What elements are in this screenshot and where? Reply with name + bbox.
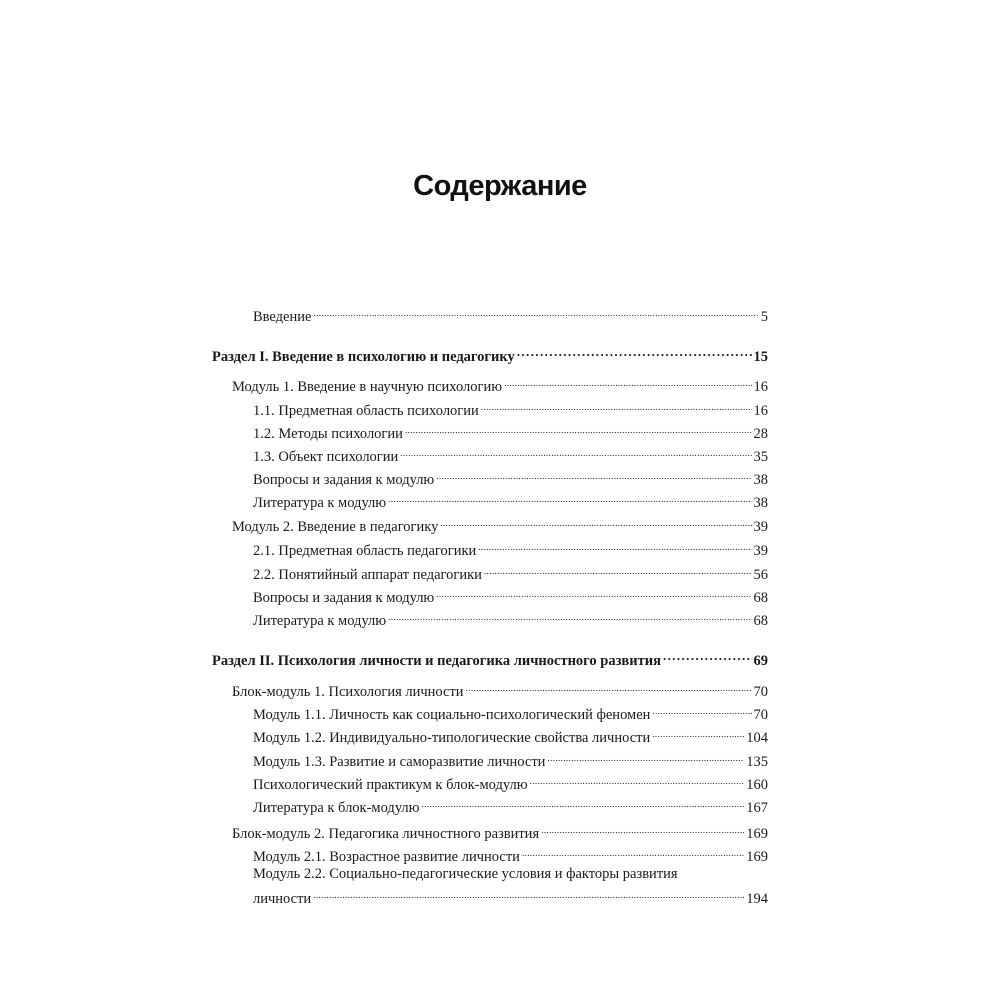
toc-leader-dots — [663, 647, 752, 665]
toc-page-number: 169 — [746, 826, 768, 842]
toc-entry[interactable] — [253, 885, 768, 908]
toc-leader-dots — [313, 885, 744, 903]
toc-entry[interactable] — [253, 489, 768, 512]
toc-entry-title: 2.2. Понятийный аппарат педагогики — [253, 567, 482, 583]
toc-entry-title: Вопросы и задания к модулю — [253, 590, 435, 606]
toc-entry[interactable] — [253, 466, 768, 489]
toc-leader-dots — [541, 820, 744, 838]
toc-page-number: 70 — [753, 707, 768, 723]
toc-entry-title: Литература к модулю — [253, 495, 387, 511]
toc-entry-title-line1[interactable]: Модуль 2.2. Социально-педагогические условия и факторы развития — [253, 866, 678, 882]
toc-entry-title: Модуль 2. Введение в педагогику — [232, 519, 439, 535]
toc-page-number: 38 — [753, 472, 768, 488]
toc-page-number: 70 — [753, 684, 768, 700]
toc-entry-title: Блок-модуль 2. Педагогика личностного развития — [232, 826, 540, 842]
toc-leader-dots — [400, 443, 751, 461]
toc-entry-title: Литература к модулю — [253, 613, 387, 629]
toc-block-module-1[interactable] — [232, 678, 768, 701]
toc-section-title: Раздел I. Введение в психологию и педагогику — [212, 349, 515, 365]
toc-leader-dots — [478, 537, 751, 555]
toc-leader-dots — [652, 724, 744, 742]
toc-entry-intro[interactable] — [253, 303, 768, 326]
toc-entry[interactable] — [253, 771, 768, 794]
toc-leader-dots — [481, 397, 752, 415]
toc-entry-title: Модуль 1.1. Личность как социально-психологический феномен — [253, 707, 651, 723]
toc-leader-dots — [436, 584, 751, 602]
toc-entry-title: Модуль 2.1. Возрастное развитие личности — [253, 849, 520, 865]
toc-page-number: 160 — [746, 777, 768, 793]
toc-page-number: 56 — [753, 567, 768, 583]
toc-entry-title: 1.3. Объект психологии — [253, 449, 399, 465]
toc-entry-title: Литература к блок-модулю — [253, 800, 420, 816]
toc-page-number: 5 — [760, 309, 768, 325]
toc-entry[interactable] — [253, 443, 768, 466]
toc-leader-dots — [652, 701, 751, 719]
toc-page-number: 28 — [753, 426, 768, 442]
toc-leader-dots — [313, 303, 758, 321]
toc-entry-title: Блок-модуль 1. Психология личности — [232, 684, 464, 700]
toc-page-number: 194 — [746, 891, 768, 907]
toc-leader-dots — [388, 607, 751, 625]
toc-leader-dots — [522, 843, 744, 861]
toc-page-number: 39 — [753, 519, 768, 535]
toc-section-1[interactable] — [212, 343, 768, 366]
toc-entry-title: Вопросы и задания к модулю — [253, 472, 435, 488]
toc-block-module-2[interactable] — [232, 820, 768, 843]
toc-leader-dots — [547, 748, 744, 766]
toc-entry-title: 2.1. Предметная область педагогики — [253, 543, 477, 559]
toc-leader-dots — [436, 466, 751, 484]
toc-leader-dots — [388, 489, 751, 507]
toc-entry-title: личности — [253, 891, 312, 907]
toc-entry[interactable] — [253, 724, 768, 747]
toc-page-number: 167 — [746, 800, 768, 816]
toc-entry[interactable] — [253, 843, 768, 866]
toc-leader-dots — [504, 373, 751, 391]
toc-page-number: 38 — [753, 495, 768, 511]
toc-entry-title: 1.2. Методы психологии — [253, 426, 403, 442]
toc-entry[interactable] — [253, 748, 768, 771]
toc-entry-title: 1.1. Предметная область психологии — [253, 403, 479, 419]
toc-leader-dots — [530, 771, 745, 789]
toc-entry[interactable] — [253, 537, 768, 560]
toc-entry[interactable] — [253, 794, 768, 817]
toc-leader-dots — [517, 343, 752, 361]
toc-page-number: 35 — [753, 449, 768, 465]
toc-module-2[interactable] — [232, 513, 768, 536]
toc-entry[interactable] — [253, 420, 768, 443]
toc-page-number: 68 — [753, 613, 768, 629]
toc-leader-dots — [466, 678, 752, 696]
toc-entry-title: Модуль 1. Введение в научную психологию — [232, 379, 503, 395]
toc-entry-title: Модуль 1.3. Развитие и саморазвитие личности — [253, 754, 546, 770]
toc-page-number: 135 — [746, 754, 768, 770]
toc-section-2[interactable] — [212, 647, 768, 670]
toc-page-number: 15 — [753, 349, 768, 365]
toc-module-1[interactable] — [232, 373, 768, 396]
toc-page-number: 39 — [753, 543, 768, 559]
toc-entry[interactable] — [253, 561, 768, 584]
toc-entry[interactable] — [253, 701, 768, 724]
toc-page-number: 16 — [753, 379, 768, 395]
toc-entry[interactable] — [253, 584, 768, 607]
toc-page-number: 16 — [753, 403, 768, 419]
toc-entry-title: Психологический практикум к блок-модулю — [253, 777, 528, 793]
toc-page-number: 68 — [753, 590, 768, 606]
toc-entry-title: Модуль 1.2. Индивидуально-типологические свойства личности — [253, 730, 651, 746]
toc-entry[interactable] — [253, 397, 768, 420]
toc-entry[interactable] — [253, 607, 768, 630]
toc-leader-dots — [484, 561, 752, 579]
toc-entry-title: Введение — [253, 309, 312, 325]
toc-leader-dots — [440, 513, 751, 531]
toc-leader-dots — [422, 794, 745, 812]
page-title: Содержание — [413, 170, 587, 202]
toc-section-title: Раздел II. Психология личности и педагогика личностного развития — [212, 653, 661, 669]
toc-page-number: 104 — [746, 730, 768, 746]
toc-page-number: 69 — [753, 653, 768, 669]
toc-leader-dots — [405, 420, 752, 438]
toc-page-number: 169 — [746, 849, 768, 865]
